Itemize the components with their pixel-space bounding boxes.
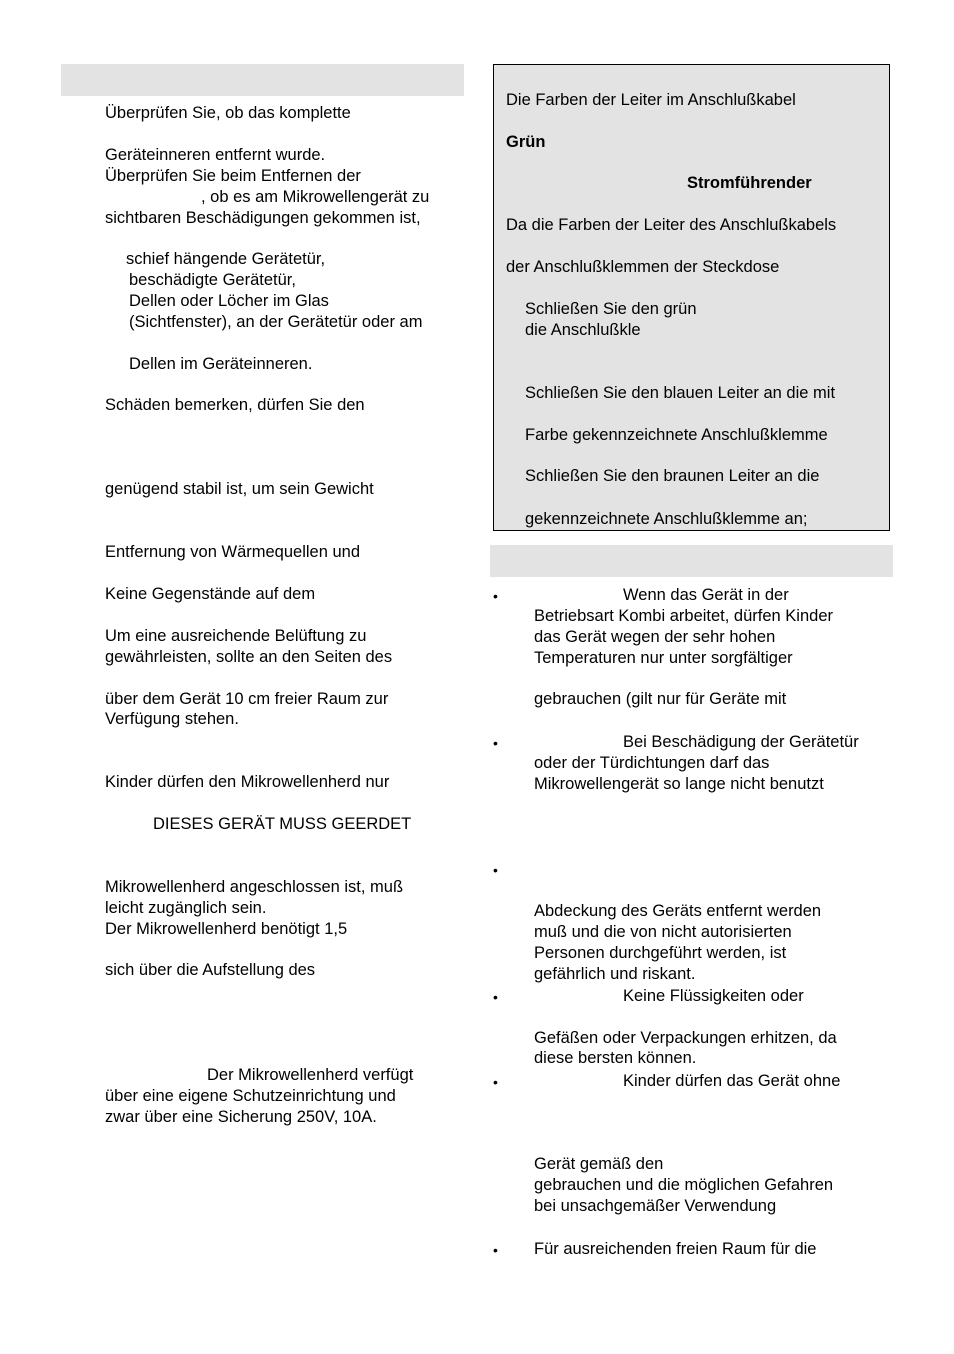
box-line: der Anschlußklemmen der Steckdose: [506, 258, 780, 276]
text-line: genügend stabil ist, um sein Gewicht: [105, 480, 374, 498]
text-line: Entfernung von Wärmequellen und: [105, 543, 360, 561]
list-item: Wenn das Gerät in der: [623, 586, 789, 604]
wiring-info-box: [493, 64, 890, 531]
text-line: über eine eigene Schutzeinrichtung und: [105, 1087, 396, 1105]
list-item: Für ausreichenden freien Raum für die: [534, 1240, 817, 1258]
list-item: Temperaturen nur unter sorgfältiger: [534, 649, 793, 667]
list-item: gebrauchen (gilt nur für Geräte mit: [534, 690, 787, 708]
bullet-icon: •: [493, 989, 498, 1005]
text-line: Keine Gegenstände auf dem: [105, 585, 316, 603]
text-line: Um eine ausreichende Belüftung zu: [105, 627, 367, 645]
bullet-icon: •: [493, 588, 498, 604]
list-item: Mikrowellengerät so lange nicht benutzt: [534, 775, 824, 793]
box-line: Schließen Sie den braunen Leiter an die: [525, 467, 820, 485]
text-line: zwar über eine Sicherung 250V, 10A.: [105, 1108, 377, 1126]
text-line: Schäden bemerken, dürfen Sie den: [105, 396, 365, 414]
list-item: gefährlich und riskant.: [534, 965, 696, 983]
list-item: diese bersten können.: [534, 1049, 697, 1067]
box-line: Die Farben der Leiter im Anschlußkabel: [506, 91, 796, 109]
text-line: sichtbaren Beschädigungen gekommen ist,: [105, 209, 421, 227]
box-line-bold: Grün: [506, 133, 546, 151]
list-item: Abdeckung des Geräts entfernt werden: [534, 902, 822, 920]
text-line: Überprüfen Sie, ob das komplette: [105, 104, 351, 122]
list-item: Dellen oder Löcher im Glas: [129, 292, 329, 310]
list-item: (Sichtfenster), an der Gerätetür oder am: [129, 313, 423, 331]
list-item: muß und die von nicht autorisierten: [534, 923, 792, 941]
box-line-bold: Stromführender: [687, 174, 812, 192]
text-line: Geräteinneren entfernt wurde.: [105, 146, 326, 164]
text-line: Der Mikrowellenherd verfügt: [207, 1066, 414, 1084]
list-item: Personen durchgeführt werden, ist: [534, 944, 787, 962]
list-item: bei unsachgemäßer Verwendung: [534, 1197, 777, 1215]
text-line: sich über die Aufstellung des: [105, 961, 316, 979]
bullet-icon: •: [493, 862, 498, 878]
list-item: Dellen im Geräteinneren.: [129, 355, 313, 373]
text-line: , ob es am Mikrowellengerät zu: [201, 188, 430, 206]
box-line: Schließen Sie den grün: [525, 300, 697, 318]
list-item: gebrauchen und die möglichen Gefahren: [534, 1176, 834, 1194]
box-line: Schließen Sie den blauen Leiter an die mit: [525, 384, 836, 402]
list-item: Gefäßen oder Verpackungen erhitzen, da: [534, 1029, 837, 1047]
list-item: das Gerät wegen der sehr hohen: [534, 628, 776, 646]
text-line: Überprüfen Sie beim Entfernen der: [105, 167, 361, 185]
text-line: gewährleisten, sollte an den Seiten des: [105, 648, 393, 666]
warning-line: DIESES GERÄT MUSS GEERDET: [153, 815, 412, 833]
box-line: gekennzeichnete Anschlußklemme an;: [525, 510, 808, 528]
text-line: Kinder dürfen den Mikrowellenherd nur: [105, 773, 390, 791]
list-item: schief hängende Gerätetür,: [126, 250, 326, 268]
list-item: Bei Beschädigung der Gerätetür: [623, 733, 859, 751]
bullet-icon: •: [493, 1074, 498, 1090]
box-line: Da die Farben der Leiter des Anschlußkabels: [506, 216, 837, 234]
list-item: oder der Türdichtungen darf das: [534, 754, 770, 772]
box-line: Farbe gekennzeichnete Anschlußklemme: [525, 426, 828, 444]
right-section-header-bar: [490, 545, 893, 577]
text-line: Der Mikrowellenherd benötigt 1,5: [105, 920, 348, 938]
list-item: Gerät gemäß den: [534, 1155, 664, 1173]
list-item: Kinder dürfen das Gerät ohne: [623, 1072, 841, 1090]
list-item: Betriebsart Kombi arbeitet, dürfen Kinder: [534, 607, 833, 625]
list-item: Keine Flüssigkeiten oder: [623, 987, 804, 1005]
list-item: beschädigte Gerätetür,: [129, 271, 296, 289]
text-line: leicht zugänglich sein.: [105, 899, 267, 917]
bullet-icon: •: [493, 1242, 498, 1258]
text-line: Verfügung stehen.: [105, 710, 239, 728]
text-line: Mikrowellenherd angeschlossen ist, muß: [105, 878, 404, 896]
box-line: die Anschlußkle: [525, 321, 641, 339]
left-section-header-bar: [61, 64, 464, 96]
text-line: über dem Gerät 10 cm freier Raum zur: [105, 690, 389, 708]
bullet-icon: •: [493, 735, 498, 751]
